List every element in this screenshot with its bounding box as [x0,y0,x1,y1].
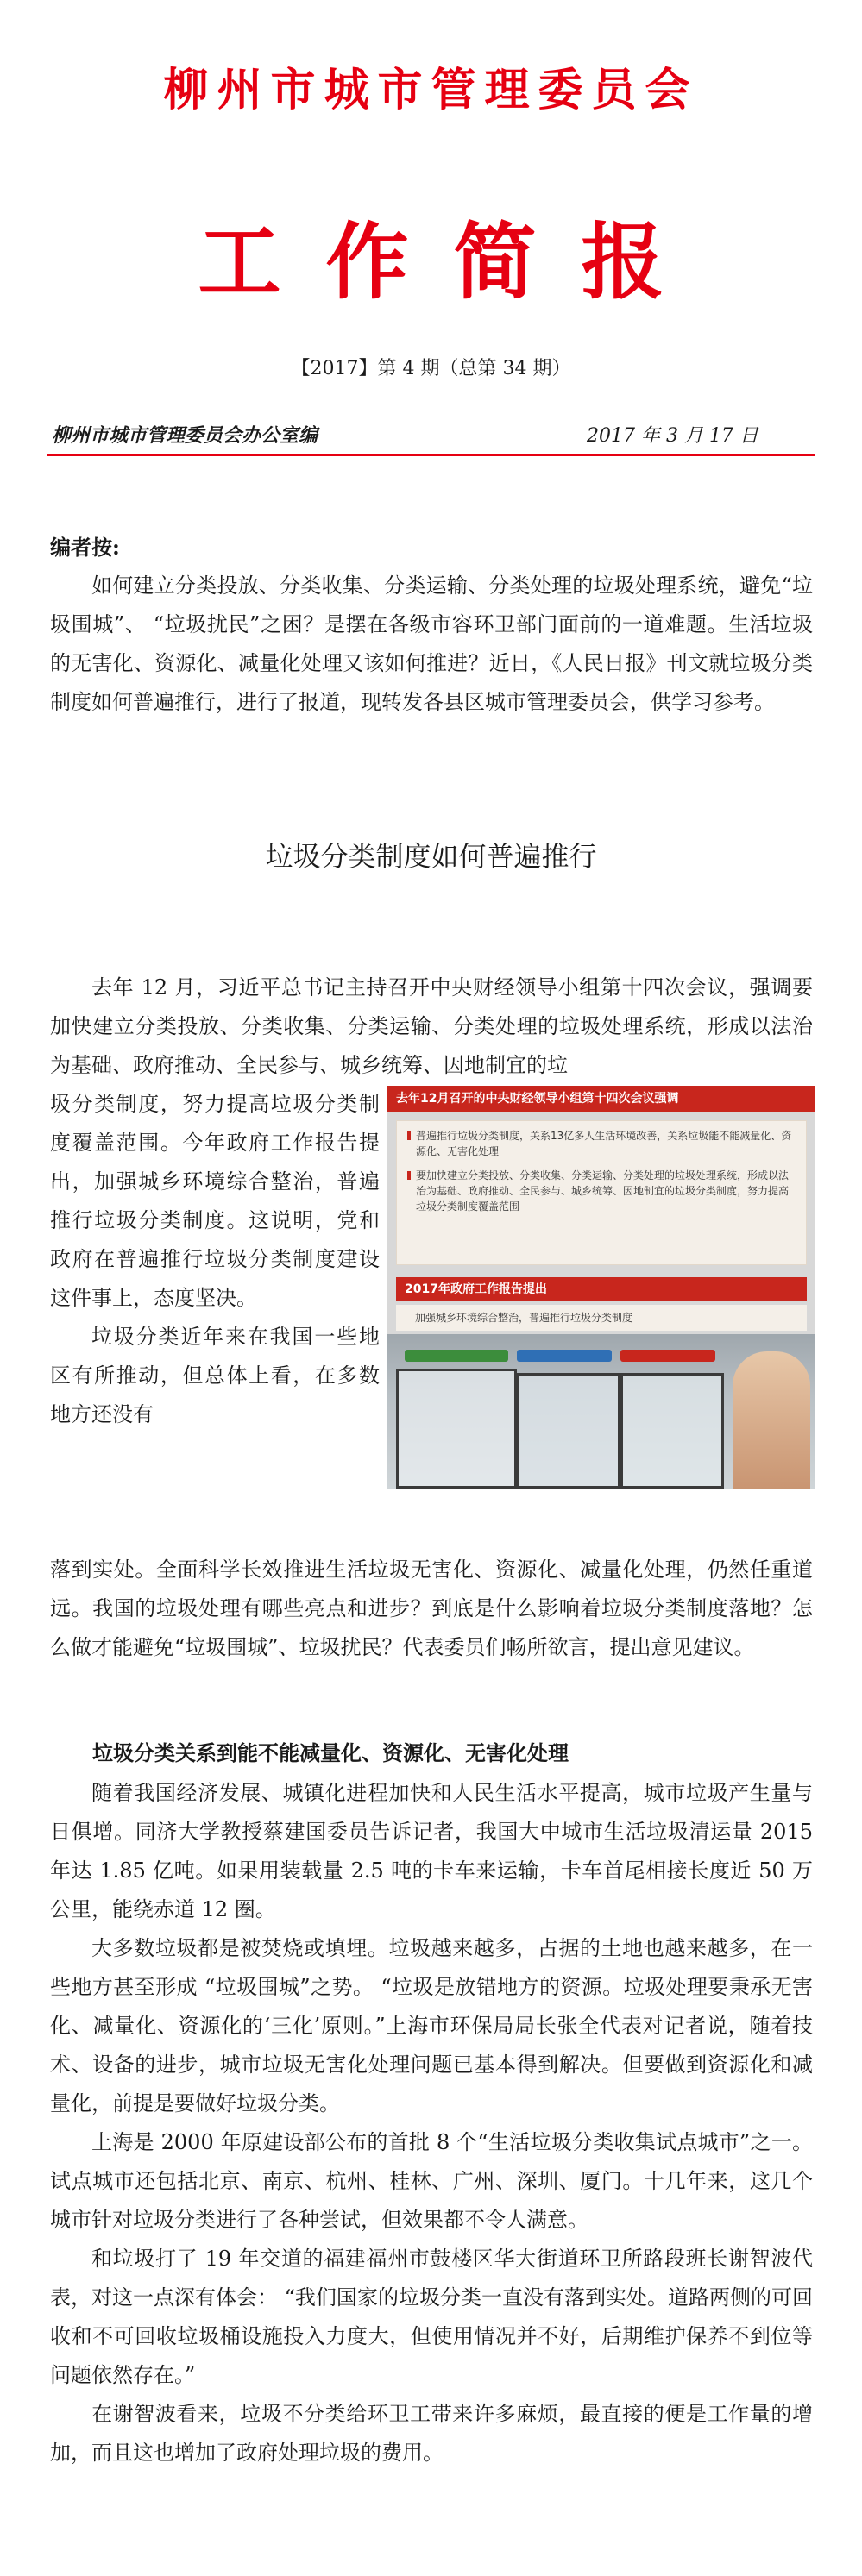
editing-office: 柳州市城市管理委员会办公室编 [52,424,318,447]
body-paragraph: 在谢智波看来，垃圾不分类给环卫工带来许多麻烦，最直接的便是工作量的增加，而且这也增加了政府处理垃圾的费用。 [50,2402,813,2465]
waste-bin [517,1373,620,1489]
figure-item: 要加快建立分类投放、分类收集、分类运输、分类处理的垃圾处理系统，形成以法治为基础、政府推动、全民参与、城乡统筹、因地制宜的垃圾分类制度，努力提高垃圾分类制度覆盖范围 [407,1168,796,1214]
org-title: 柳州市城市管理委员会 [163,65,699,116]
waste-bin [620,1373,724,1489]
article-intro [50,968,813,1085]
article-body [50,1774,813,2473]
editor-note-text: 如何建立分类投放、分类收集、分类运输、分类处理的垃圾处理系统，避免“垃圾围城”、 “垃圾扰民”之困？是摆在各级市容环卫部门面前的一道难题。生活垃圾的无害化、资源化、减量化处理又该如何推进？近日，《人民日报》刊文就垃圾分类制度如何普遍推行，进行了报道，现转发各县区城市管理委员会，供学习参考。 [50,573,813,714]
body-paragraph: 大多数垃圾都是被焚烧或填埋。垃圾越来越多，占据的土地也越来越多，在一些地方甚至形成 “垃圾围城”之势。 “垃圾是放错地方的资源。垃圾处理要秉承无害化、减量化、资源化的‘三化’原则。”上海市环保局局长张全代表对记者说，随着技术、设备的进步，城市垃圾无害化处理问题已基本得到解决。但要做到资源化和减量化，前提是要做好垃圾分类。 [50,1936,813,2115]
body-paragraph: 随着我国经济发展、城镇化进程加快和人民生活水平提高，城市垃圾产生量与日俱增。同济大学教授蔡建国委员告诉记者，我国大中城市生活垃圾清运量 2015 年达 1.85 亿吨。如果用装载量 2.5 吨的卡车来运输，卡车首尾相接长度近 50 万公里，能绕赤道 12 圈。 [50,1781,813,1921]
body-paragraph: 上海是 2000 年原建设部公布的首批 8 个“生活垃圾分类收集试点城市”之一。试点城市还包括北京、南京、杭州、桂林、广州、深圳、厦门。十几年来，这几个城市针对垃圾分类进行了各种尝试，但效果都不令人满意。 [50,2130,813,2232]
header-divider [47,454,815,456]
bin-lid [620,1350,715,1362]
figure-heading-meeting: 去年12月召开的中央财经领导小组第十四次会议强调 [387,1086,815,1112]
section-heading: 垃圾分类关系到能不能减量化、资源化、无害化处理 [92,1741,569,1765]
article-title: 垃圾分类制度如何普遍推行 [265,840,597,873]
brief-title: 工作简报 [198,214,709,310]
publish-date: 2017 年 3 月 17 日 [587,425,758,447]
person-silhouette [733,1351,810,1489]
bin-lid [405,1350,508,1362]
sorting-bins-photo [387,1334,815,1489]
paragraph-two-start: 垃圾分类近年来在我国一些地区有所推动，但总体上看，在多数地方还没有 [50,1325,380,1426]
editor-note-label: 编者按: [50,535,120,560]
figure-meeting-box [396,1120,807,1265]
article-paragraph-two [50,1551,813,1667]
figure-item: 加强城乡环境综合整治，普遍推行垃圾分类制度 [396,1305,807,1331]
figure-heading-report: 2017年政府工作报告提出 [396,1277,807,1301]
paragraph-intro-continued: 圾分类制度，努力提高垃圾分类制度覆盖范围。今年政府工作报告提出，加强城乡环境综合整治，普遍推行垃圾分类制度。这说明，党和政府在普遍推行垃圾分类制度建设这件事上，态度坚决。 [50,1092,380,1310]
article-narrow-column [50,1085,380,1434]
recycle-bin [396,1369,517,1489]
infographic-image [387,1086,815,1489]
paragraph-intro-start: 去年 12 月，习近平总书记主持召开中央财经领导小组第十四次会议，强调要加快建立分类投放、分类收集、分类运输、分类处理的垃圾处理系统，形成以法治为基础、政府推动、全民参与、城乡统筹、因地制宜的垃 [50,975,813,1077]
body-paragraph: 和垃圾打了 19 年交道的福建福州市鼓楼区华大街道环卫所路段班长谢智波代表，对这一点深有体会： “我们国家的垃圾分类一直没有落到实处。道路两侧的可回收和不可回收垃圾桶设施投入力度大，但使用情况并不好，后期维护保养不到位等问题依然存在。” [50,2247,813,2387]
editor-note [50,528,813,722]
bin-lid [517,1350,612,1362]
paragraph-two-continued: 落到实处。全面科学长效推进生活垃圾无害化、资源化、减量化处理，仍然任重道远。我国的垃圾处理有哪些亮点和进步？到底是什么影响着垃圾分类制度落地？怎么做才能避免“垃圾围城”、垃圾扰民？代表委员们畅所欲言，提出意见建议。 [50,1558,813,1659]
issue-number: 【2017】第 4 期（总第 34 期） [291,358,571,379]
figure-item: 普遍推行垃圾分类制度，关系13亿多人生活环境改善，关系垃圾能不能减量化、资源化、无害化处理 [407,1128,796,1159]
